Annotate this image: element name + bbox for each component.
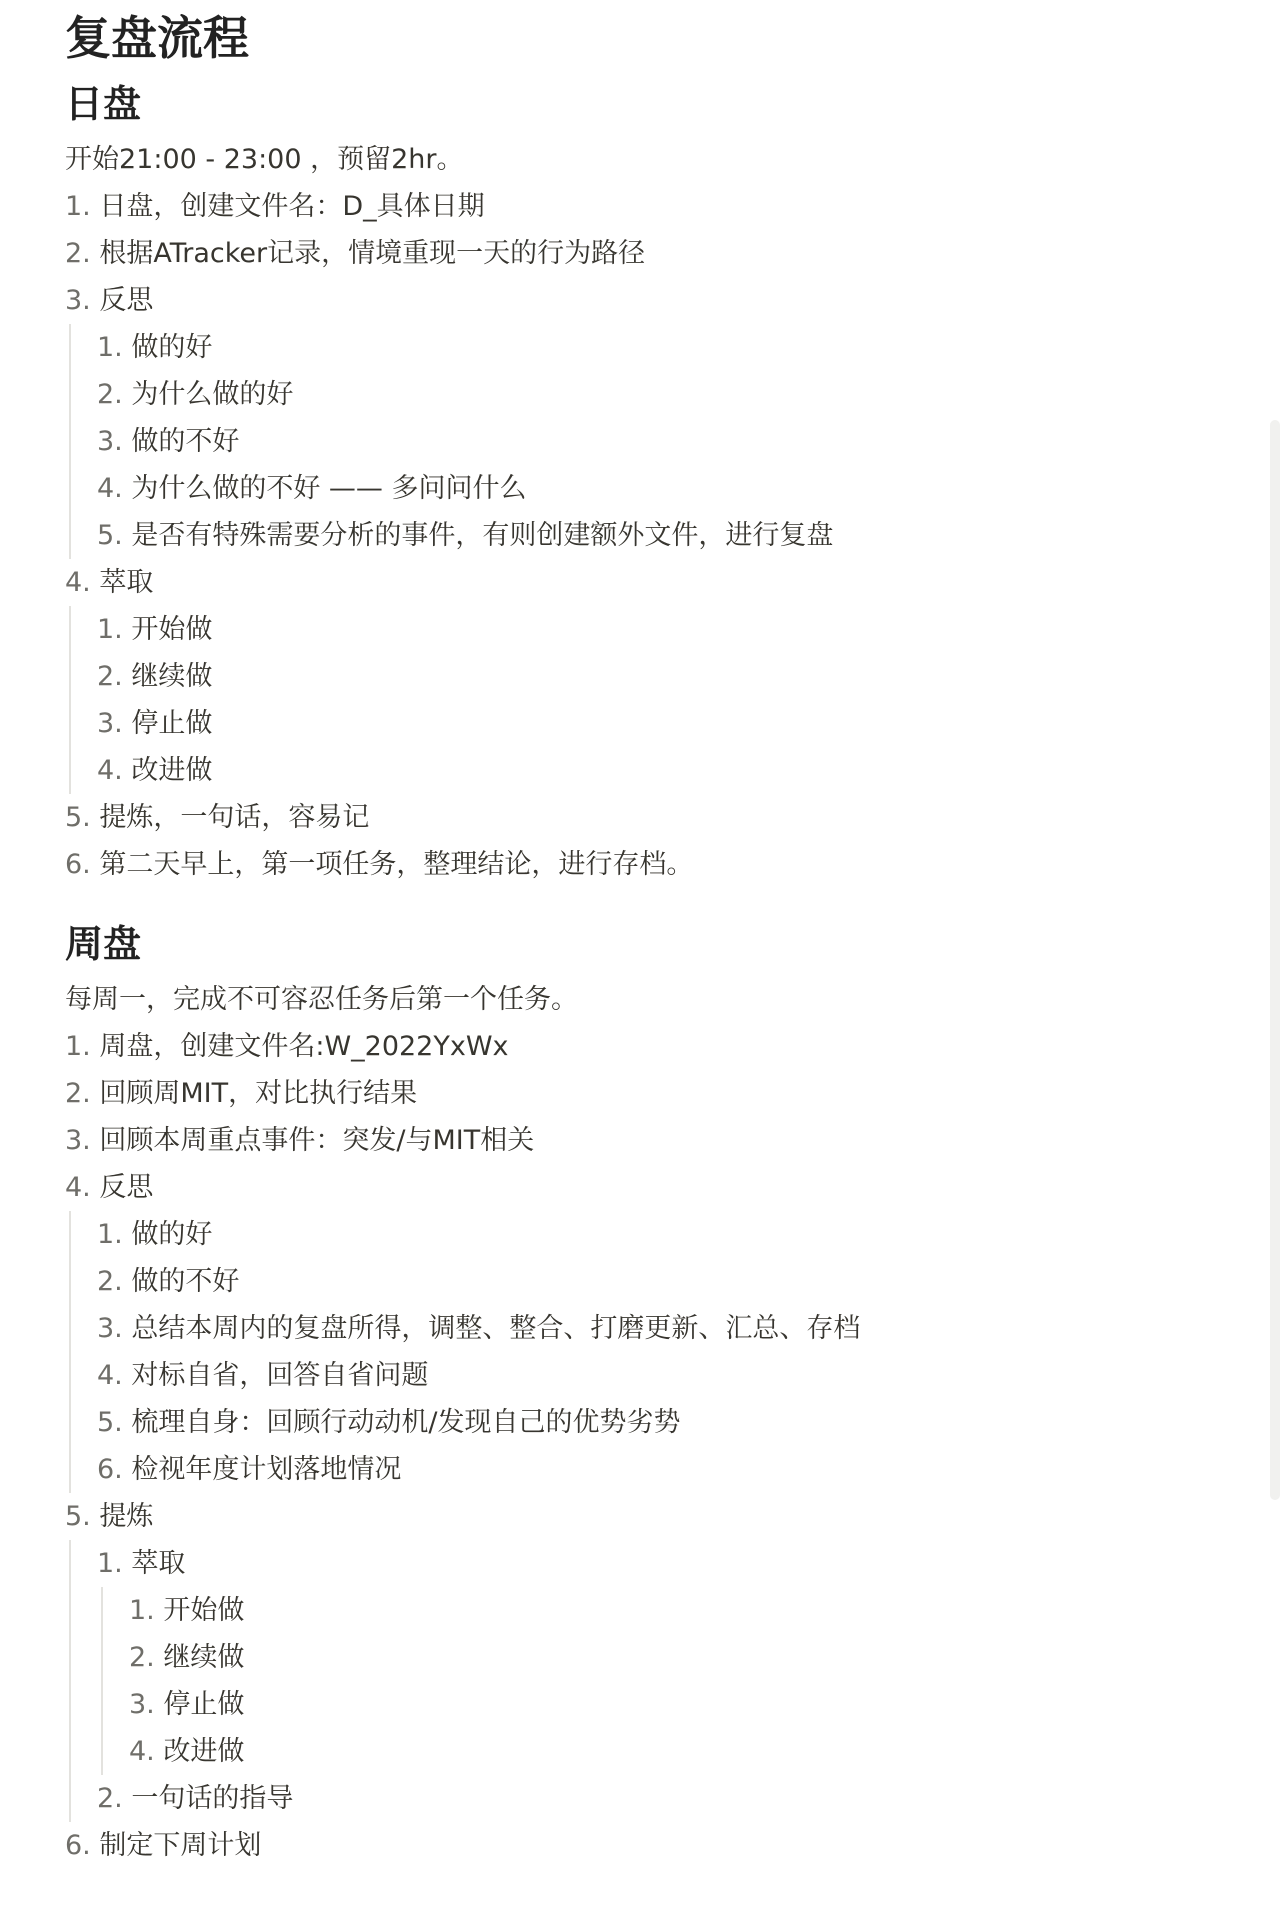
list-item (65, 1023, 1215, 1070)
list-item-text: 日盘，创建文件名：D_具体日期 (90, 191, 485, 222)
list-item-text: 开始做 (122, 614, 213, 645)
weekly-section-title: 周盘 (65, 922, 142, 966)
list-item (97, 747, 1215, 794)
list-number: 4. (97, 1360, 123, 1391)
list-item (97, 1305, 1215, 1352)
list-item-text: 根据ATracker记录，情境重现一天的行为路径 (90, 238, 646, 269)
list-item (97, 324, 1215, 371)
nested-list (101, 1587, 1215, 1775)
list-item (65, 1493, 1215, 1540)
list-item (97, 371, 1215, 418)
list-item (129, 1681, 1215, 1728)
list-item-text: 改进做 (122, 755, 213, 786)
list-item (65, 1070, 1215, 1117)
list-number: 4. (97, 473, 123, 504)
page-title: 复盘流程 (65, 11, 249, 65)
list-item-text: 制定下周计划 (90, 1830, 262, 1861)
list-item (97, 1446, 1215, 1493)
daily-list (65, 183, 1215, 888)
list-item-text: 为什么做的不好 —— 多问问什么 (122, 473, 527, 504)
list-item-text: 做的不好 (122, 1266, 240, 1297)
list-item-text: 停止做 (122, 708, 213, 739)
list-number: 5. (65, 802, 91, 833)
daily-intro: 开始21:00 - 23:00 ，预留2hr。 (65, 144, 464, 175)
list-item-text: 改进做 (154, 1736, 245, 1767)
list-item (97, 653, 1215, 700)
list-number: 2. (65, 1078, 91, 1109)
list-item (65, 1164, 1215, 1211)
list-item (65, 183, 1215, 230)
list-item (65, 559, 1215, 606)
list-number: 1. (65, 1031, 91, 1062)
list-item (65, 794, 1215, 841)
list-item-text: 梳理自身：回顾行动动机/发现自己的优势劣势 (122, 1407, 681, 1438)
list-item-text: 回顾本周重点事件：突发/与MIT相关 (90, 1125, 535, 1156)
list-number: 2. (129, 1642, 155, 1673)
list-number: 1. (65, 191, 91, 222)
list-number: 1. (129, 1595, 155, 1626)
list-number: 4. (129, 1736, 155, 1767)
list-number: 1. (97, 332, 123, 363)
list-item-text: 提炼，一句话，容易记 (90, 802, 370, 833)
list-item-text: 周盘，创建文件名:W_2022YxWx (90, 1031, 509, 1062)
list-number: 3. (97, 708, 123, 739)
list-item-text: 停止做 (154, 1689, 245, 1720)
list-number: 3. (97, 1313, 123, 1344)
weekly-intro: 每周一，完成不可容忍任务后第一个任务。 (65, 984, 578, 1015)
nested-list (69, 1540, 1215, 1822)
list-number: 1. (97, 614, 123, 645)
list-number: 3. (65, 1125, 91, 1156)
list-number: 2. (97, 379, 123, 410)
list-item-text: 总结本周内的复盘所得，调整、整合、打磨更新、汇总、存档 (122, 1313, 861, 1344)
list-number: 3. (129, 1689, 155, 1720)
list-item-text: 第二天早上，第一项任务，整理结论，进行存档。 (90, 849, 694, 880)
list-number: 4. (65, 1172, 91, 1203)
list-number: 2. (97, 1266, 123, 1297)
list-item-text: 萃取 (90, 567, 154, 598)
list-item (97, 1211, 1215, 1258)
list-item-text: 做的不好 (122, 426, 240, 457)
list-number: 1. (97, 1548, 123, 1579)
list-number: 1. (97, 1219, 123, 1250)
scrollbar[interactable] (1270, 420, 1280, 1500)
list-number: 4. (97, 755, 123, 786)
list-number: 6. (65, 1830, 91, 1861)
list-item-text: 一句话的指导 (122, 1783, 294, 1814)
list-item-text: 做的好 (122, 332, 213, 363)
list-item (97, 512, 1215, 559)
list-item (65, 277, 1215, 324)
list-item-text: 继续做 (154, 1642, 245, 1673)
list-item (129, 1728, 1215, 1775)
document (65, 0, 1215, 1869)
list-item (97, 1352, 1215, 1399)
list-number: 3. (65, 285, 91, 316)
list-item (65, 1117, 1215, 1164)
list-item (97, 1399, 1215, 1446)
list-item-text: 反思 (90, 1172, 154, 1203)
list-item (97, 1258, 1215, 1305)
list-number: 4. (65, 567, 91, 598)
list-number: 5. (97, 1407, 123, 1438)
list-number: 5. (65, 1501, 91, 1532)
weekly-list (65, 1023, 1215, 1869)
list-item (97, 700, 1215, 747)
list-item (97, 1775, 1215, 1822)
list-item-text: 回顾周MIT，对比执行结果 (90, 1078, 418, 1109)
list-item (65, 1822, 1215, 1869)
list-item-text: 反思 (90, 285, 154, 316)
nested-list (69, 606, 1215, 794)
list-item (97, 606, 1215, 653)
list-item-text: 检视年度计划落地情况 (122, 1454, 402, 1485)
list-number: 6. (65, 849, 91, 880)
list-item-text: 继续做 (122, 661, 213, 692)
list-item-text: 对标自省，回答自省问题 (122, 1360, 429, 1391)
nested-list (69, 324, 1215, 559)
daily-section-title: 日盘 (65, 82, 142, 126)
list-item-text: 为什么做的好 (122, 379, 294, 410)
list-item-text: 开始做 (154, 1595, 245, 1626)
list-item (97, 1540, 1215, 1587)
list-item (97, 465, 1215, 512)
list-item (65, 841, 1215, 888)
list-item (129, 1587, 1215, 1634)
list-item-text: 提炼 (90, 1501, 154, 1532)
list-item-text: 做的好 (122, 1219, 213, 1250)
list-number: 6. (97, 1454, 123, 1485)
list-item (97, 418, 1215, 465)
list-item-text: 是否有特殊需要分析的事件，有则创建额外文件，进行复盘 (122, 520, 834, 551)
nested-list (69, 1211, 1215, 1493)
list-number: 2. (97, 661, 123, 692)
list-number: 5. (97, 520, 123, 551)
list-item-text: 萃取 (122, 1548, 186, 1579)
list-number: 2. (65, 238, 91, 269)
list-number: 2. (97, 1783, 123, 1814)
list-item (65, 230, 1215, 277)
list-item (129, 1634, 1215, 1681)
list-number: 3. (97, 426, 123, 457)
